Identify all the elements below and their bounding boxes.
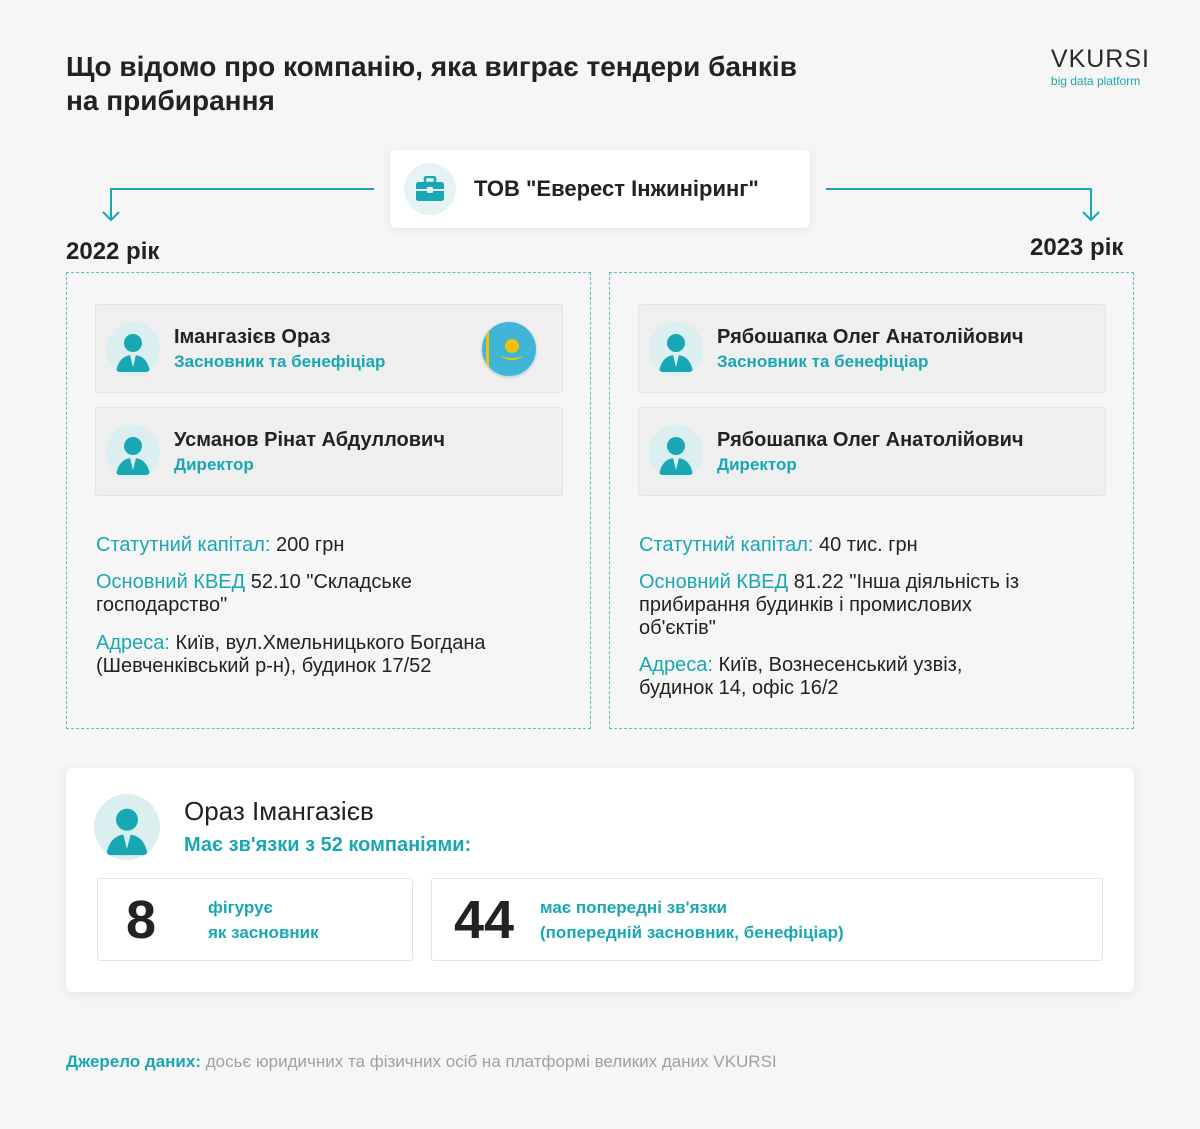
director-name: Рябошапка Олег Анатолійович [717, 428, 1024, 451]
stat-previous-value: 44 [454, 889, 515, 950]
capital-info-2022: Статутний капітал: 200 грн [96, 534, 345, 556]
stat-founder-value: 8 [126, 889, 157, 950]
brand-tagline: big data platform [1050, 74, 1141, 88]
right-arrow-icon [1080, 208, 1102, 229]
address-info-2022: Адреса: Київ, вул.Хмельницького Богдана (Шевченківський р-н), будинок 17/52 [96, 632, 486, 677]
person-avatar-icon [94, 794, 160, 860]
stat-previous-card [431, 878, 1103, 961]
director-role: Директор [174, 454, 254, 474]
capital-info-2023: Статутний капітал: 40 тис. грн [639, 534, 918, 556]
data-source-note: Джерело даних: досьє юридичних та фізичних осіб на платформі великих даних VKURSI [66, 1052, 777, 1071]
title-line-1: Що відомо про компанію, яка виграє тендери банків [66, 51, 797, 82]
panel-2022 [66, 272, 591, 729]
company-card [390, 150, 810, 228]
founder-role: Засновник та бенефіціар [717, 351, 929, 371]
kved-info-2023: Основний КВЕД 81.22 "Інша діяльність із прибирання будинків і промислових об'єктів" [639, 571, 1020, 639]
director-role: Директор [717, 454, 797, 474]
founder-card-2022 [95, 304, 563, 393]
summary-card [66, 768, 1134, 992]
company-name: ТОВ "Еверест Інжиніринг" [474, 176, 759, 201]
summary-person-name: Ораз Імангазієв [184, 796, 374, 826]
address-info-2023: Адреса: Київ, Вознесенський узвіз, будинок 14, офіс 16/2 [639, 654, 963, 699]
kazakhstan-flag-icon [482, 322, 536, 376]
briefcase-icon [404, 163, 456, 215]
director-card-2023 [638, 407, 1106, 496]
brand-name: VKURSI [1050, 45, 1150, 73]
year-2023-label: 2023 рік [1030, 234, 1124, 261]
person-avatar-icon [106, 425, 160, 479]
stat-founder-text: фігурує як засновник [208, 897, 319, 942]
title-line-2: на прибирання [66, 85, 275, 116]
stat-previous-text: має попередні зв'язки (попередній засновник, бенефіціар) [540, 897, 844, 942]
founder-name: Рябошапка Олег Анатолійович [717, 325, 1024, 348]
founder-role: Засновник та бенефіціар [174, 351, 386, 371]
left-connector-line [110, 188, 374, 190]
year-2022-label: 2022 рік [66, 238, 160, 265]
right-connector-line [826, 188, 1092, 190]
panel-2023 [609, 272, 1134, 729]
person-avatar-icon [649, 425, 703, 479]
director-name: Усманов Рінат Абдуллович [174, 428, 445, 451]
kved-info-2022: Основний КВЕД 52.10 "Складське господарство" [96, 571, 412, 616]
person-avatar-icon [649, 322, 703, 376]
page-title [66, 50, 946, 118]
director-card-2022 [95, 407, 563, 496]
left-arrow-icon [100, 208, 122, 229]
founder-name: Імангазієв Ораз [174, 325, 331, 348]
brand-logo [1051, 46, 1150, 88]
founder-card-2023 [638, 304, 1106, 393]
summary-subtitle: Має зв'язки з 52 компаніями: [184, 834, 472, 856]
person-avatar-icon [106, 322, 160, 376]
stat-founder-card [97, 878, 413, 961]
